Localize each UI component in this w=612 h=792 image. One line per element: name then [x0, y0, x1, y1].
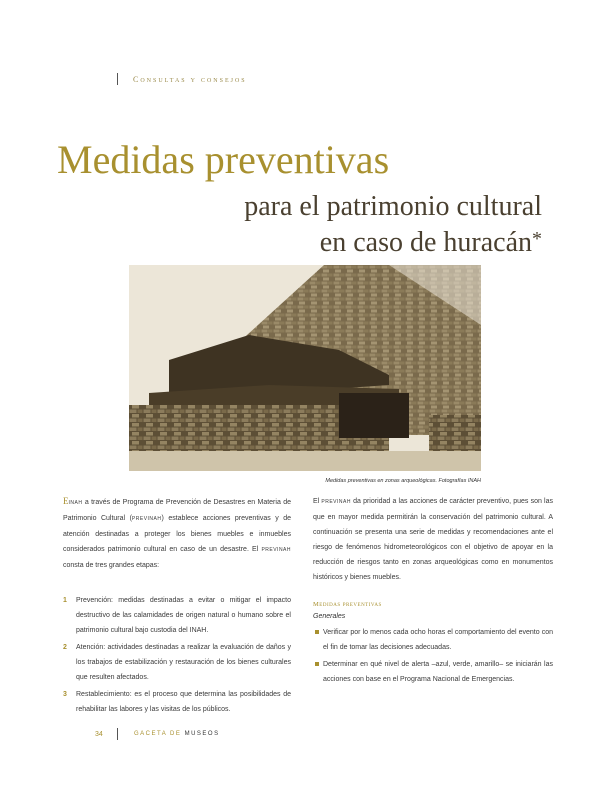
- sub-heading: Generales: [313, 613, 346, 620]
- intro-previnah: PREVINAH: [131, 516, 162, 522]
- lead-paragraph: [313, 494, 553, 585]
- publication-name: [134, 731, 220, 737]
- pyramid-illustration: [129, 265, 481, 471]
- item-text: Restablecimiento: es el proceso que determina las posibilidades de rehabilitar las labores y las visitas de los públicos.: [76, 691, 291, 713]
- drop-cap: E: [63, 496, 69, 506]
- bullet-text: Verificar por lo menos cada ocho horas el comportamiento del evento con el fin de tomar las decisiones adecuadas.: [323, 629, 553, 651]
- intro-text-2: ) establece acciones preventivas y de atención destinadas a proteger los bienes muebles e inmuebles considerados patrimonio cultural en caso de un desastre. El: [63, 515, 291, 553]
- subtitle-line-1: para el patrimonio cultural: [244, 191, 542, 222]
- lead-text: da prioridad a las acciones de carácter preventivo, pues son las que en mayor medida permitirán la conservación del patrimonio cultural. A continuación se presenta una serie de medidas y recomendaciones ante el riesgo de fenómenos hidrometeorológicos con el objetivo de apoyar en la reducción de riesgos tanto en zonas arqueológicas como en monumentos históricos y bienes muebles.: [313, 498, 553, 581]
- publication-name-part-b: MUSEOS: [184, 731, 220, 737]
- intro-paragraph: [63, 494, 291, 573]
- item-number: 1: [63, 597, 67, 604]
- bullet-icon: [315, 630, 319, 634]
- archaeological-site-photo: [129, 265, 481, 471]
- section-heading: Medidas preventivas: [313, 601, 382, 608]
- page-number: 34: [95, 731, 103, 738]
- section-label: Consultas y consejos: [133, 75, 247, 84]
- item-number: 2: [63, 644, 67, 651]
- item-text: Prevención: medidas destinadas a evitar o mitigar el impacto destructivo de las calamidades de origen natural o humano sobre el patrimonio cultural bajo custodia del INAH.: [76, 597, 291, 634]
- intro-text-1: a través de Programa de Prevención de Desastres en Materia de Patrimonio Cultural (: [63, 499, 291, 522]
- list-item: [313, 625, 553, 655]
- right-column: [313, 494, 553, 689]
- header-divider: [117, 73, 118, 85]
- left-column: [63, 494, 291, 719]
- footnote-asterisk: *: [532, 228, 542, 250]
- subtitle-line-2: [320, 224, 542, 258]
- lead-previnah: PREVINAH: [321, 499, 351, 505]
- measures-list: [313, 625, 553, 687]
- list-item: [63, 687, 291, 717]
- intro-previnah-2: PREVINAH: [261, 547, 291, 553]
- intro-inah: INAH: [68, 500, 83, 506]
- item-text: Atención: actividades destinadas a realizar la evaluación de daños y los trabajos de estabilización y restauración de los bienes culturales que resulten afectados.: [76, 644, 291, 681]
- stages-list: [63, 593, 291, 717]
- subtitle-line-2-text: en caso de huracán: [319, 227, 532, 258]
- bullet-text: Determinar en qué nivel de alerta –azul, verde, amarillo– se iniciarán las acciones con base en el Programa Nacional de Emergencias.: [323, 661, 553, 683]
- page-title: Medidas preventivas: [57, 137, 390, 182]
- list-item: [313, 657, 553, 687]
- photo-caption: Medidas preventivas en zonas arqueológicas. Fotografías INAH: [325, 478, 481, 484]
- list-item: [63, 593, 291, 638]
- lead-prefix: El: [313, 498, 322, 505]
- intro-text-3: consta de tres grandes etapas:: [63, 562, 160, 569]
- publication-name-part-a: GACETA DE: [134, 731, 185, 737]
- list-item: [63, 640, 291, 685]
- footer-divider: [117, 728, 118, 740]
- item-number: 3: [63, 691, 67, 698]
- bullet-icon: [315, 662, 319, 666]
